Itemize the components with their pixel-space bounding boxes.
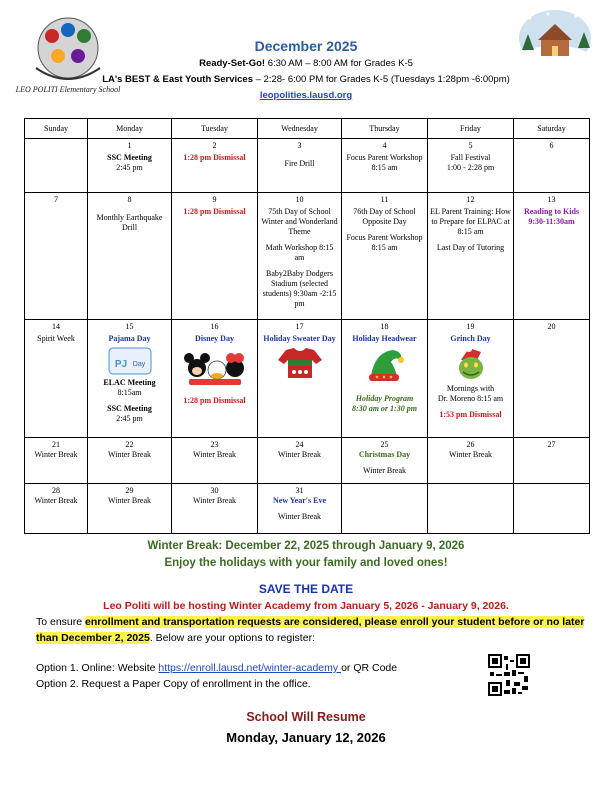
enrollment-deadline-highlight: enrollment and transportation requests are considered, please enroll your student before or no later than December 2, 2025 xyxy=(36,616,585,644)
event-winter-break: Winter Break xyxy=(34,450,78,459)
day-cell-12 xyxy=(428,193,514,320)
option-1-suffix: or QR Code xyxy=(341,662,398,674)
las-best-label: LA's BEST & East Youth Services xyxy=(102,74,253,85)
event-christmas-day: Christmas Day xyxy=(358,450,411,459)
event-holiday-sweater-day: Holiday Sweater Day xyxy=(263,334,336,343)
day-cell-11 xyxy=(342,193,428,320)
day-cell-7 xyxy=(25,193,88,320)
day-number: 11 xyxy=(380,195,389,204)
day-number: 9 xyxy=(212,195,217,204)
event-ssc-meeting: SSC Meeting xyxy=(107,404,152,413)
weekday-monday: Monday xyxy=(88,119,172,139)
day-number: 20 xyxy=(547,322,556,331)
event-time: 8:30 am or 1:30 pm xyxy=(352,404,417,413)
svg-text:PJ: PJ xyxy=(114,359,127,370)
day-number: 16 xyxy=(210,322,219,331)
event-reading-to-kids: Reading to Kids xyxy=(523,207,580,216)
option-2-paper-copy: Option 2. Request a Paper Copy of enrollment in the office. xyxy=(36,678,311,690)
day-cell-25 xyxy=(342,438,428,484)
day-number: 22 xyxy=(125,440,134,449)
event-winter-break: Winter Break xyxy=(278,450,321,459)
event-disney-day: Disney Day xyxy=(195,334,234,343)
event-75th-day: 75th Day of School Winter and Wonderland Theme xyxy=(261,207,338,236)
event-focus-parent-workshop: Focus Parent Workshop 8:15 am xyxy=(346,153,423,172)
winter-break-notice: Winter Break: December 22, 2025 through January 9, 2026 xyxy=(147,540,465,552)
event-winter-break: Winter Break xyxy=(363,466,406,475)
event-el-parent-training: EL Parent Training: How to Prepare for ELPAC at 8:15 am xyxy=(430,207,511,236)
weekday-friday: Friday xyxy=(428,119,514,139)
day-number: 21 xyxy=(52,440,60,449)
event-time: 2:45 pm xyxy=(116,414,143,423)
day-cell-3 xyxy=(258,139,342,193)
december-calendar xyxy=(24,118,590,534)
day-number: 26 xyxy=(466,440,475,449)
ready-set-go-line xyxy=(0,58,612,69)
event-winter-break: Winter Break xyxy=(193,450,236,459)
day-cell-15 xyxy=(88,320,172,438)
day-cell-30 xyxy=(172,484,258,534)
day-number: 23 xyxy=(210,440,219,449)
event-focus-parent-workshop: Focus Parent Workshop 8:15 am xyxy=(346,233,423,252)
event-holiday-headwear: Holiday Headwear xyxy=(352,334,417,343)
event-pajama-day: Pajama Day xyxy=(108,334,151,343)
elf-hat-image xyxy=(365,346,405,386)
day-number: 25 xyxy=(380,440,389,449)
event-winter-break: Winter Break xyxy=(193,496,236,505)
day-cell-10 xyxy=(258,193,342,320)
event-last-day-tutoring: Last Day of Tutoring xyxy=(436,243,505,252)
event-earthquake-drill: Monthly Earthquake Drill xyxy=(96,213,163,232)
day-cell-22 xyxy=(88,438,172,484)
day-cell-17 xyxy=(258,320,342,438)
disney-characters-image xyxy=(183,346,247,388)
event-baby2baby: Baby2Baby Dodgers Stadium (selected students) 9:30am -2:15 pm xyxy=(262,269,337,308)
event-dismissal: 1:28 pm Dismissal xyxy=(183,396,246,405)
event-new-years-eve: New Year's Eve xyxy=(272,496,327,505)
event-ssc-meeting: SSC Meeting xyxy=(107,153,152,162)
day-number: 4 xyxy=(382,141,387,150)
page-title: December 2025 xyxy=(254,38,358,54)
school-website-link[interactable]: leopolities.lausd.org xyxy=(259,90,353,101)
event-dr-moreno: Dr. Moreno 8:15 am xyxy=(437,394,504,403)
day-number: 2 xyxy=(212,141,217,150)
day-number: 8 xyxy=(127,195,132,204)
ensure-suffix: . Below are your options to register: xyxy=(149,632,315,644)
week-row-5 xyxy=(25,484,590,534)
day-number: 31 xyxy=(295,486,304,495)
day-cell-28 xyxy=(25,484,88,534)
day-number: 3 xyxy=(297,141,302,150)
winter-academy-enroll-link[interactable]: https://enroll.lausd.net/winter-academy xyxy=(158,662,342,674)
day-cell-6 xyxy=(514,139,590,193)
empty-day-cell xyxy=(514,484,590,534)
weekday-wednesday: Wednesday xyxy=(258,119,342,139)
event-dismissal: 1:53 pm Dismissal xyxy=(439,410,502,419)
day-cell-21 xyxy=(25,438,88,484)
las-best-text: – 2:28- 6:00 PM for Grades K-5 (Tuesdays 1:28pm -6:00pm) xyxy=(253,74,510,85)
event-time: 9:30-11:30am xyxy=(528,217,575,226)
event-fire-drill: Fire Drill xyxy=(284,159,315,168)
day-number: 1 xyxy=(127,141,132,150)
day-cell-13 xyxy=(514,193,590,320)
day-number: 12 xyxy=(466,195,475,204)
event-winter-break: Winter Break xyxy=(34,496,78,505)
event-fall-festival: Fall Festival xyxy=(450,153,491,162)
enjoy-holidays-message: Enjoy the holidays with your family and loved ones! xyxy=(164,557,448,569)
grinch-image xyxy=(451,346,491,382)
day-cell-1 xyxy=(88,139,172,193)
day-cell-4 xyxy=(342,139,428,193)
day-number: 15 xyxy=(125,322,134,331)
save-the-date-heading: SAVE THE DATE xyxy=(258,582,354,596)
day-number: 27 xyxy=(547,440,556,449)
ensure-prefix: To ensure xyxy=(36,616,86,628)
day-number: 10 xyxy=(295,195,304,204)
day-cell-20 xyxy=(514,320,590,438)
empty-day-cell xyxy=(428,484,514,534)
weekday-saturday: Saturday xyxy=(514,119,590,139)
option-1-online xyxy=(36,662,397,674)
event-winter-break: Winter Break xyxy=(278,512,321,521)
week-row-2 xyxy=(25,193,590,320)
holiday-sweater-image xyxy=(278,346,322,380)
event-mornings-with: Mornings with xyxy=(446,384,495,393)
day-number: 17 xyxy=(295,322,304,331)
day-cell-18 xyxy=(342,320,428,438)
day-cell-27 xyxy=(514,438,590,484)
day-cell-24 xyxy=(258,438,342,484)
day-number: 13 xyxy=(547,195,556,204)
day-number: 18 xyxy=(380,322,389,331)
day-cell-19 xyxy=(428,320,514,438)
event-math-workshop: Math Workshop 8:15 am xyxy=(265,243,334,262)
logo-text: LEO POLITI Elementary School xyxy=(15,85,121,94)
day-cell-31 xyxy=(258,484,342,534)
day-cell-2 xyxy=(172,139,258,193)
day-cell-14 xyxy=(25,320,88,438)
svg-text:Day: Day xyxy=(132,361,145,368)
ready-set-go-text: 6:30 AM – 8:00 AM for Grades K-5 xyxy=(265,58,413,69)
qr-code-icon[interactable] xyxy=(488,654,530,696)
event-grinch-day: Grinch Day xyxy=(450,334,491,343)
day-number: 7 xyxy=(54,195,58,204)
pj-day-image xyxy=(107,346,153,376)
weekday-thursday: Thursday xyxy=(342,119,428,139)
day-cell-9 xyxy=(172,193,258,320)
event-dismissal: 1:28 pm Dismissal xyxy=(183,153,246,162)
event-dismissal: 1:28 pm Dismissal xyxy=(183,207,246,216)
event-winter-break: Winter Break xyxy=(108,450,151,459)
las-best-line xyxy=(0,74,612,85)
week-row-1 xyxy=(25,139,590,193)
weekday-sunday: Sunday xyxy=(25,119,88,139)
event-elac-meeting: ELAC Meeting xyxy=(103,378,156,387)
day-cell-29 xyxy=(88,484,172,534)
event-time: 8:15am xyxy=(117,388,142,397)
day-number: 24 xyxy=(295,440,304,449)
school-resume-date: Monday, January 12, 2026 xyxy=(226,730,386,745)
event-76th-day: 76th Day of School Opposite Day xyxy=(353,207,416,226)
weekday-header-row xyxy=(25,119,590,139)
weekday-tuesday: Tuesday xyxy=(172,119,258,139)
empty-day-cell xyxy=(342,484,428,534)
event-time: 1:00 - 2:28 pm xyxy=(446,163,495,172)
day-cell-23 xyxy=(172,438,258,484)
day-cell-16 xyxy=(172,320,258,438)
day-number: 19 xyxy=(466,322,475,331)
day-cell-5 xyxy=(428,139,514,193)
event-winter-break: Winter Break xyxy=(108,496,151,505)
event-winter-break: Winter Break xyxy=(449,450,492,459)
winter-academy-notice: Leo Politi will be hosting Winter Academy from January 5, 2026 - January 9, 2026. xyxy=(103,600,509,612)
day-number: 30 xyxy=(210,486,219,495)
ready-set-go-label: Ready-Set-Go! xyxy=(199,58,266,69)
week-row-3 xyxy=(25,320,590,438)
day-number: 5 xyxy=(468,141,473,150)
day-number: 14 xyxy=(52,322,60,331)
event-holiday-program: Holiday Program xyxy=(355,394,414,403)
day-cell-26 xyxy=(428,438,514,484)
day-number: 6 xyxy=(549,141,554,150)
event-time: 2:45 pm xyxy=(116,163,143,172)
day-number: 28 xyxy=(52,486,60,495)
school-resume-heading: School Will Resume xyxy=(246,710,366,724)
option-1-prefix: Option 1. Online: Website xyxy=(36,662,159,674)
day-cell-8 xyxy=(88,193,172,320)
enrollment-instructions xyxy=(36,614,586,646)
event-spirit-week: Spirit Week xyxy=(37,334,75,343)
day-number: 29 xyxy=(125,486,134,495)
empty-day-cell xyxy=(25,139,88,193)
week-row-4 xyxy=(25,438,590,484)
